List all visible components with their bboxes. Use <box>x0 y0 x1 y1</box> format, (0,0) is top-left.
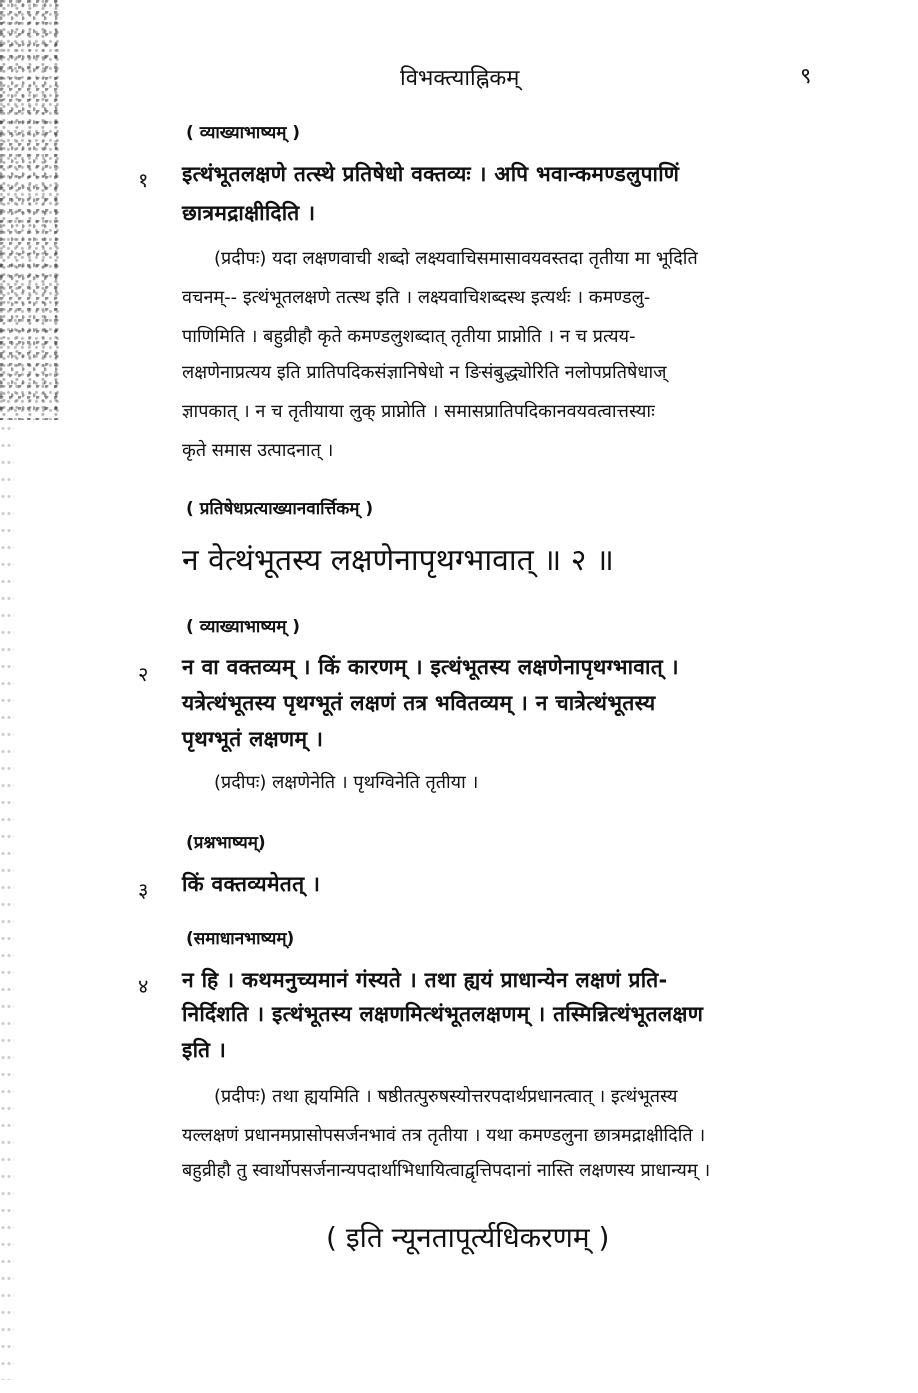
bhashya-line: पृथग्भूतं लक्षणम् । <box>182 727 324 751</box>
bhashya-line: किं वक्तव्यमेतत् । <box>182 872 321 896</box>
bhashya-line: छात्रमद्राक्षीदिति । <box>182 201 316 225</box>
pradipa-line: यल्लक्षणं प्रधानमप्रासोपसर्जनभावं तत्र तृतीया । यथा कमण्डलुना छात्रमद्राक्षीदिति । <box>182 1125 706 1146</box>
scan-noise <box>0 0 60 420</box>
pradipa-line: ज्ञापकात् । न च तृतीयाया लुक् प्राप्नोति । समासप्रातिपदिकानवयवत्वात्तस्याः <box>182 401 655 422</box>
pradipa-line: वचनम्-- इत्थंभूतलक्षणे तत्स्थ इति । लक्ष्यवाचिशब्दस्थ इत्यर्थः । कमण्डलु- <box>182 287 651 308</box>
section-label: ( प्रतिषेधप्रत्याख्यानवार्त्तिकम् ) <box>186 499 374 519</box>
bhashya-line: न हि । कथमनुच्यमानं गंस्यते । तथा ह्ययं प्राधान्येन लक्षणं प्रति- <box>182 968 668 992</box>
pradipa-line: लक्षणेनाप्रत्यय इति प्रातिपदिकसंज्ञानिषेधो न ङिसंबुद्ध्योरिति नलोपप्रतिषेधाज् <box>182 362 667 383</box>
pradipa-line: कृते समास उत्पादनात् । <box>182 440 334 461</box>
pradipa-line: पाणिमिति । बहुव्रीहौ कृते कमण्डलुशब्दात् तृतीया प्राप्नोति । न च प्रत्यय- <box>182 326 636 347</box>
adhikarana-closing: ( इति न्यूनतापूर्त्यधिकरणम् ) <box>326 1221 610 1254</box>
page-number: ९ <box>800 64 812 89</box>
section-label: (समाधानभाष्यम्) <box>186 929 295 949</box>
scan-edge-noise <box>0 420 14 1380</box>
running-header-title: विभक्त्याह्निकम् <box>400 66 520 91</box>
bhashya-line: इति । <box>182 1038 227 1062</box>
pradipa-line: (प्रदीपः) यदा लक्षणवाची शब्दो लक्ष्यवाचिसमासावयवस्तदा तृतीया मा भूदिति <box>214 248 698 269</box>
pradipa-line: (प्रदीपः) तथा ह्ययमिति । षष्ठीतत्पुरुषस्योत्तरपदार्थप्रधानत्वात् । इत्थंभूतस्य <box>214 1086 678 1107</box>
bhashya-line: यत्रेत्थंभूतस्य पृथग्भूतं लक्षणं तत्र भवितव्यम् । न चात्रेत्थंभूतस्य <box>182 691 656 715</box>
vartika-sutra: न वेत्थंभूतस्य लक्षणेनापृथग्भावात् ॥ २ ॥ <box>182 543 614 578</box>
section-number: ३ <box>138 878 149 902</box>
section-label: ( व्याख्याभाष्यम् ) <box>186 123 301 143</box>
section-label: ( व्याख्याभाष्यम् ) <box>186 617 301 637</box>
section-label: (प्रश्नभाष्यम्) <box>186 833 266 853</box>
section-number: १ <box>138 168 149 192</box>
section-number: २ <box>138 662 149 686</box>
bhashya-line: निर्दिशति । इत्थंभूतस्य लक्षणमित्थंभूतलक्षणम् । तस्मिन्नित्थंभूतलक्षण <box>182 1002 704 1026</box>
pradipa-line: (प्रदीपः) लक्षणेनेति । पृथग्विनेति तृतीया । <box>214 772 479 793</box>
bhashya-line: न वा वक्तव्यम् । किं कारणम् । इत्थंभूतस्य लक्षणेनापृथग्भावात् । <box>182 655 679 679</box>
pradipa-line: बहुव्रीहौ तु स्वार्थोपसर्जनान्यपदार्थाभिधायित्वाद्वृत्तिपदानां नास्ति लक्षणस्य प्राधान्यम् । <box>182 1160 711 1181</box>
bhashya-line: इत्थंभूतलक्षणे तत्स्थे प्रतिषेधो वक्तव्यः । अपि भवान्कमण्डलुपाणिं <box>182 162 680 186</box>
section-number: ४ <box>138 974 149 998</box>
